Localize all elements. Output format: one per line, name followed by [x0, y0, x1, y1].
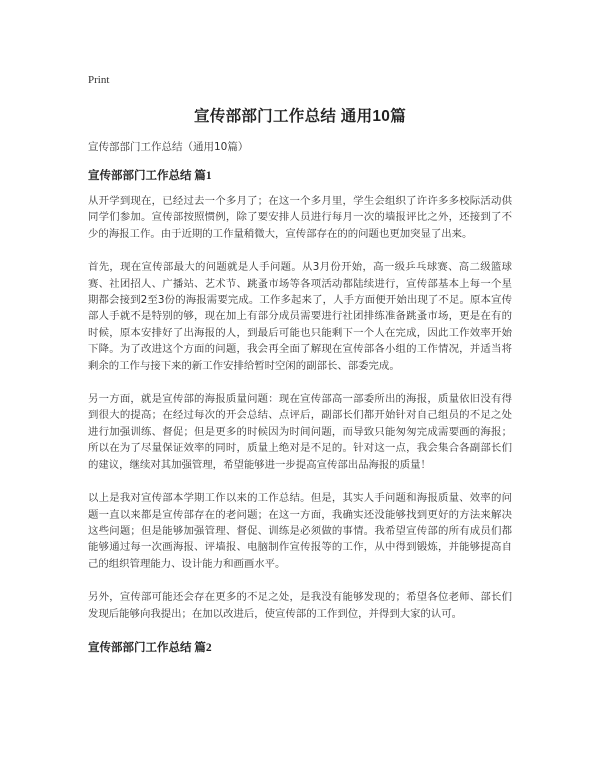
paragraph-2: 首先，现在宣传部最大的问题就是人手问题。从3月份开始，高一级乒乓球赛、高二级篮球赛、社团招人、广播站、艺术节、跳蚤市场等各项活动都陆续进行，宣传部基本上每一个星期都会接到2至3份的海报需要完成。工作多起来了，人手方面便开始出现了不足。原本宣传部人手就不是特别的够，现在加上有部分成员需要进行社团排练准备跳蚤市场，更是在有的时候，原本安排好了出海报的人，到最后可能也只能剩下一个人在完成，因此工作效率开始下降。为了改进这个方面的问题，我会再全面了解现在宣传部各小组的工作情况，并适当将剩余的工作与接下来的新工作安排给暂时空闲的副部长、部委完成。 [88, 261, 512, 372]
section-heading-1: 宣传部部门工作总结 篇1 [88, 170, 212, 182]
document-subtitle: 宣传部部门工作总结（通用10篇） [88, 141, 249, 153]
paragraph-4: 以上是我对宣传部本学期工作以来的工作总结。但是，其实人手问题和海报质量、效率的问题一直以来都是宣传部存在的老问题；在这一方面，我确实还没能够找到更好的方法来解决这些问题；但是能够加强管理、督促、训练是必须做的事情。我希望宣传部的所有成员们都能够通过每一次画海报、评墙报、电脑制作宣传报等的工作，从中得到锻炼，并能够提高自己的组织管理能力、设计能力和画画水平。 [88, 492, 512, 570]
print-link[interactable]: Print [88, 74, 110, 86]
paragraph-1: 从开学到现在，已经过去一个多月了；在这一个多月里，学生会组织了许许多多校际活动供同学们参加。宣传部按照惯例，除了要安排人员进行每月一次的墙报评比之外，还接到了不少的海报工作。由于近期的工作量稍微大，宣传部存在的的问题也更加突显了出来。 [88, 195, 512, 240]
page-title: 宣传部部门工作总结 通用10篇 [193, 108, 407, 125]
section-heading-2: 宣传部部门工作总结 篇2 [88, 641, 212, 654]
paragraph-3: 另一方面，就是宣传部的海报质量问题：现在宣传部高一部委所出的海报，质量依旧没有得到很大的提高；在经过每次的开会总结、点评后，副部长们都开始针对自己组员的不足之处进行加强训练、督促；但是更多的时候因为时间问题，而导致只能匆匆完成需要画的海报；所以在为了尽量保证效率的同时，质量上绝对是不足的。针对这一点，我会集合各副部长们的建议，继续对其加强管理，希望能够进一步提高宣传部出品海报的质量！ [88, 393, 512, 471]
paragraph-5: 另外，宣传部可能还会存在更多的不足之处，是我没有能够发现的；希望各位老师、部长们发现后能够向我提出；在加以改进后，使宣传部的工作到位，并得到大家的认可。 [88, 591, 512, 620]
